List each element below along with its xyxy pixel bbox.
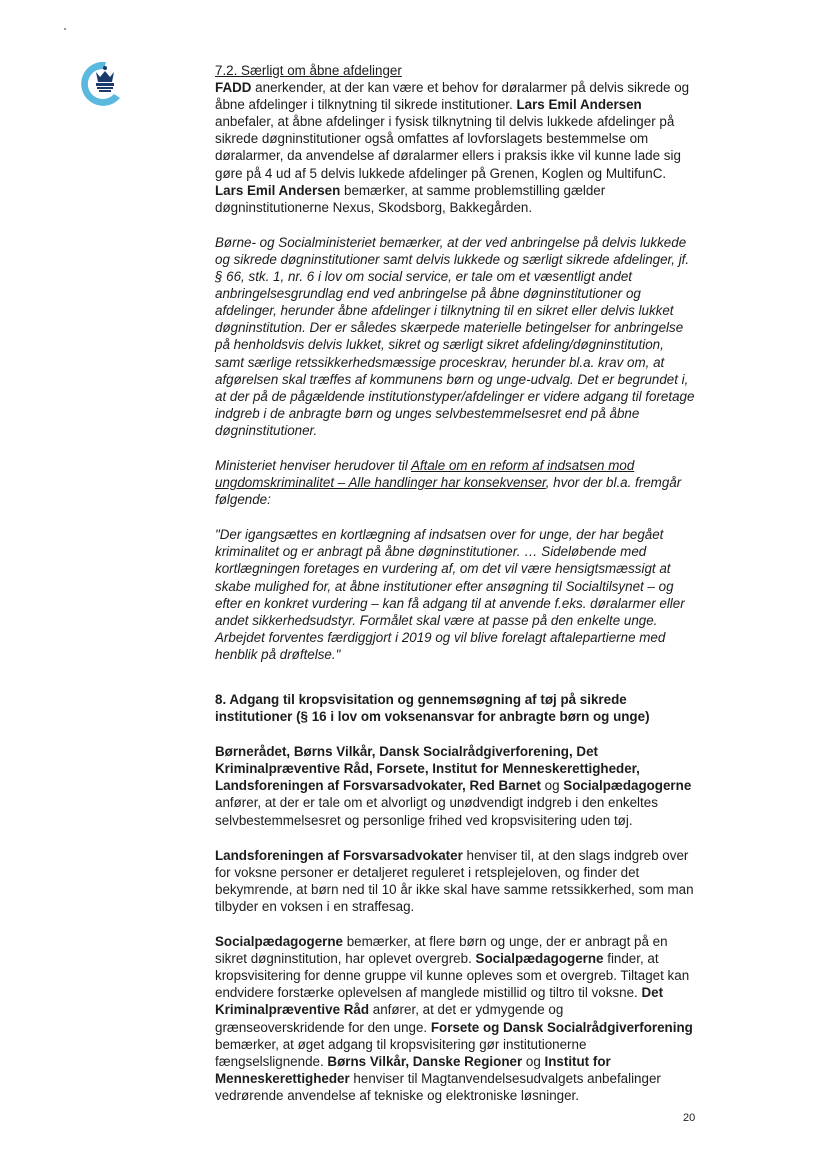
page-number: 20 xyxy=(683,1112,696,1124)
paragraph-socialpaedagogerne xyxy=(215,933,695,1104)
organization-name: Lars Emil Andersen xyxy=(215,182,341,198)
section-heading-8: 8. Adgang til kropsvisitation og gennemsøgning af tøj på sikrede institutioner (§ 16 i lov om voksenansvar for anbragte børn og unge) xyxy=(215,692,650,725)
agreement-link[interactable]: Aftale om en reform af indsatsen mod ungdomskriminalitet – Alle handlinger har konsekvenser xyxy=(215,457,635,491)
text-run: og xyxy=(540,778,564,794)
block-quote: "Der igangsættes en kortlægning af indsatsen over for unge, der har begået kriminalitet og er anbragt på åbne døgninstitutioner. … Sideløbende med kortlægningen foretages en vurdering af, om det vil være hensigtsmæssigt at skabe mulighed for, at åbne institutioner efter ansøgning til Socialtilsynet – og efter en konkret vurdering – kan få adgang til at anvende f.eks. døralarmer eller andet sikkerhedsudstyr. Formålet skal være at passe på den enkelte unge. Arbejdet forventes færdiggjort i 2019 og vil blive forelagt aftalepartierne med henblik på drøftelse." xyxy=(215,527,685,662)
organization-name: Børns Vilkår, Danske Regioner xyxy=(327,1053,523,1069)
organization-name: Lars Emil Andersen xyxy=(516,97,642,113)
text-run: henviser til Magtanvendelsesudvalgets anbefalinger vedrørende anvendelse af tekniske og elektroniske løsninger. xyxy=(215,1070,661,1103)
reference-intro: Ministeriet henviser herudover til xyxy=(215,457,411,473)
scan-speck xyxy=(64,28,66,30)
paragraph-organizations xyxy=(215,743,695,828)
paragraph-defence-lawyers xyxy=(215,847,695,915)
crown-emblem-icon xyxy=(76,58,124,110)
paragraph-ministry-reference xyxy=(215,457,695,508)
text-run: anerkender, at der kan være et behov for døralarmer på delvis sikrede og åbne afdelinger i tilknytning til sikrede institutioner. xyxy=(215,80,690,113)
text-run: finder, at kropsvisitering for denne gruppe vil kunne opleves som et overgreb. Tiltaget kan endvidere forstærke oplevelsen af manglede mistillid og tiltro til voksne. xyxy=(215,951,690,1001)
text-run: bemærker, at øget adgang til kropsvisitering gør institutionerne fængselslignende. xyxy=(215,1036,587,1069)
text-run: bemærker, at samme problemstilling gælder døgninstitutionerne Nexus, Skodsborg, Bakkegården. xyxy=(215,182,606,215)
text-run: anfører, at det er ydmygende og grænseoverskridende for den unge. xyxy=(215,1002,564,1035)
section-heading-7-2: 7.2. Særligt om åbne afdelinger xyxy=(215,63,402,78)
organization-name: Landsforeningen af Forsvarsadvokater xyxy=(215,847,463,863)
text-run: anfører, at der er tale om et alvorligt og unødvendigt indgreb i den enkeltes selvbestemmelsesret og personlige frihed ved kropsvisitering uden tøj. xyxy=(215,795,658,828)
paragraph-fadd xyxy=(215,79,695,216)
organization-name: Socialpædagogerne xyxy=(475,951,604,967)
reference-outro: , hvor der bl.a. fremgår følgende: xyxy=(215,475,682,508)
organization-name: Socialpædagogerne xyxy=(563,778,692,794)
text-run: og xyxy=(522,1053,545,1069)
text-run: henviser til, at den slags indgreb over for voksne personer er detaljeret reguleret i retsplejeloven, og finder det bekymrende, at børn ned til 10 år ikke skal have samme retssikkerhed, som man tilbyder en voksen i en straffesag. xyxy=(215,847,694,914)
organization-name: FADD xyxy=(215,80,252,96)
organization-name: Forsete og Dansk Socialrådgiverforening xyxy=(430,1019,693,1035)
organization-name: Det Kriminalpræventive Råd xyxy=(215,985,664,1018)
organization-name: Institut for Menneskerettigheder xyxy=(215,1053,611,1086)
organization-name: Børnerådet, Børns Vilkår, Dansk Socialrådgiverforening, Det Kriminalpræventive Råd, Forsete, Institut for Menneskerettigheder, Landsforeningen af Forsvarsadvokater, Red Barnet xyxy=(215,744,640,794)
paragraph-ministry-response: Børne- og Socialministeriet bemærker, at der ved anbringelse på delvis lukkede og sikrede døgninstitutioner samt delvis lukkede og særligt sikrede afdelinger, jf. § 66, stk. 1, nr. 6 i lov om social service, er tale om et væsentligt andet anbringelsesgrundlag end ved anbringelse på åbne døgninstitutioner og afdelinger, herunder åbne afdelinger i tilknytning til en sikret eller delvis lukket døgninstitution. Der er således skærpede materielle betingelser for anbringelse på henholdsvis delvis lukket, sikret og særligt sikret afdeling/døgninstitution, samt særlige retssikkerhedsmæssige proceskrav, herunder bl.a. krav om, at afgørelsen skal træffes af kommunens børn og unge-udvalg. Det er begrundet i, at der på de pågældende institutionstyper/afdelinger er videre adgang til foretage indgreb i de anbragte børn og unges selvbestemmelsesret end på åbne døgninstitutioner. xyxy=(215,234,695,438)
text-run: anbefaler, at åbne afdelinger i fysisk tilknytning til delvis lukkede afdelinger på sikrede døgninstitutioner også omfattes af lovforslagets bestemmelse om døralarmer, da anvendelse af døralarmer ellers i praksis ikke vil kunne lade sig gøre på 4 ud af 5 delvis lukkede afdelinger på Grenen, Koglen og MultifunC. xyxy=(215,114,681,181)
text-run: bemærker, at flere børn og unge, der er anbragt på en sikret døgninstitution, har oplevet overgreb. xyxy=(215,934,668,967)
organization-name: Socialpædagogerne xyxy=(215,934,343,950)
document-body xyxy=(215,62,695,1122)
